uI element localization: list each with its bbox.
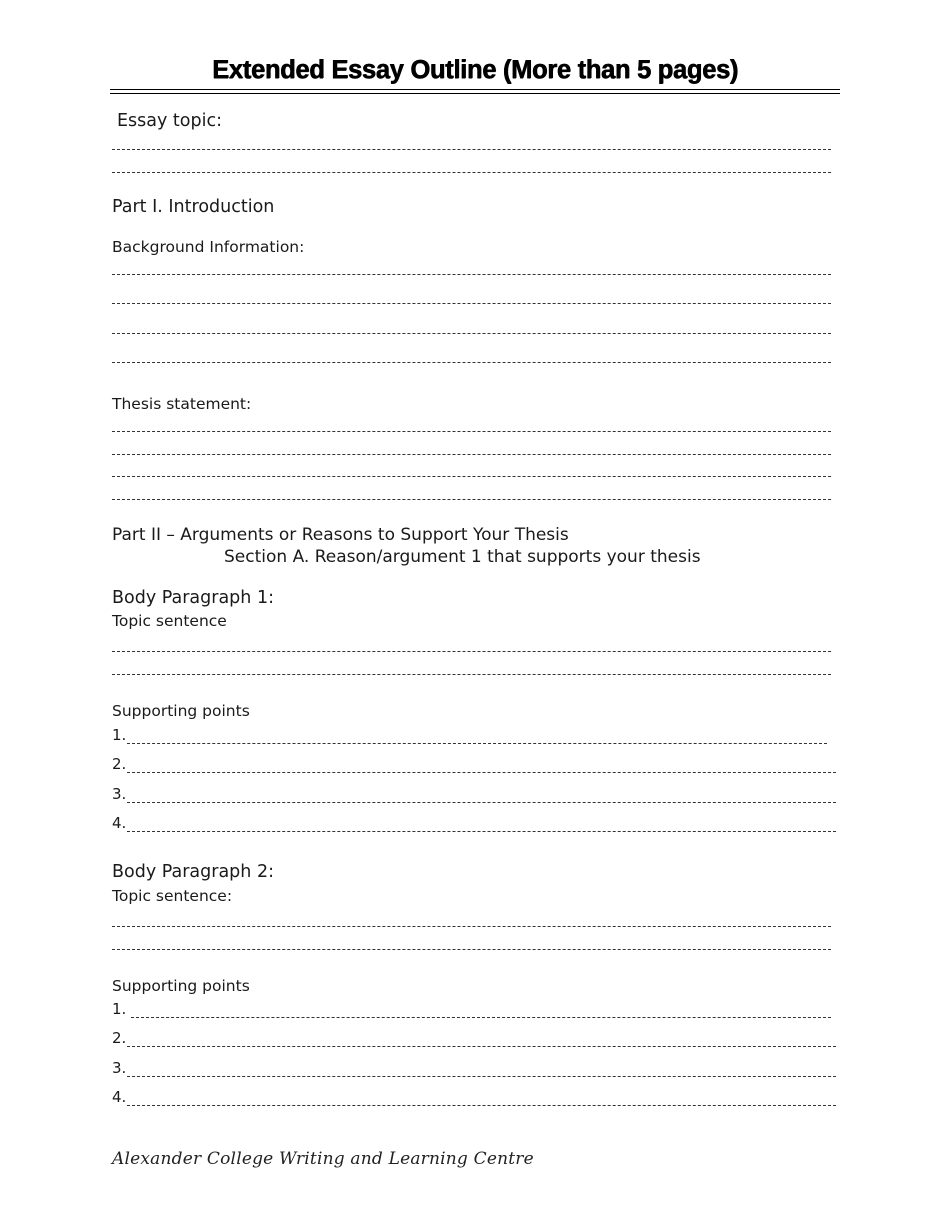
thesis-line-2[interactable] [112, 454, 831, 455]
thesis-label: Thesis statement: [112, 395, 252, 413]
part2-heading: Part II – Arguments or Reasons to Support Your Thesis [112, 525, 569, 545]
body1-point-number: 1. [112, 726, 127, 744]
body2-point-number: 4. [112, 1088, 127, 1106]
body2-point-2[interactable] [112, 1029, 126, 1047]
essay-topic-label: Essay topic: [117, 111, 222, 131]
thesis-line-1[interactable] [112, 431, 831, 432]
body2-topic-label: Topic sentence: [112, 887, 233, 905]
essay-topic-line-1[interactable] [112, 149, 831, 150]
body1-point-2[interactable] [112, 755, 126, 773]
body2-heading: Body Paragraph 2: [112, 862, 274, 882]
body1-point-line[interactable] [127, 743, 827, 744]
essay-topic-line-2[interactable] [112, 172, 831, 173]
footer-credit: Alexander College Writing and Learning Centre [112, 1149, 534, 1169]
body2-point-1[interactable] [112, 1000, 126, 1018]
body1-supporting-label: Supporting points [112, 702, 250, 720]
body2-point-line[interactable] [127, 1076, 836, 1077]
body1-point-line[interactable] [127, 772, 836, 773]
body1-point-number: 2. [112, 755, 127, 773]
body1-topic-label: Topic sentence [112, 612, 227, 630]
body2-point-number: 2. [112, 1029, 127, 1047]
body2-point-line[interactable] [127, 1105, 836, 1106]
body2-supporting-label: Supporting points [112, 977, 250, 995]
body1-point-number: 4. [112, 814, 127, 832]
body1-point-1[interactable] [112, 726, 126, 744]
section-a-heading: Section A. Reason/argument 1 that supports your thesis [224, 547, 701, 567]
body2-point-number: 3. [112, 1059, 127, 1077]
thesis-line-4[interactable] [112, 499, 831, 500]
body2-point-line[interactable] [127, 1046, 836, 1047]
body1-point-3[interactable] [112, 785, 126, 803]
body1-topic-line-1[interactable] [112, 651, 831, 652]
body2-topic-line-1[interactable] [112, 926, 831, 927]
background-line-1[interactable] [112, 274, 831, 275]
background-info-label: Background Information: [112, 238, 305, 256]
title-rule-bottom [110, 93, 840, 94]
page-title: Extended Essay Outline (More than 5 pages) [212, 56, 738, 84]
body1-point-line[interactable] [127, 831, 836, 832]
body1-topic-line-2[interactable] [112, 674, 831, 675]
thesis-line-3[interactable] [112, 476, 831, 477]
background-line-3[interactable] [112, 333, 831, 334]
title-rule-top [110, 89, 840, 90]
background-line-4[interactable] [112, 362, 831, 363]
body2-point-line[interactable] [131, 1017, 831, 1018]
background-line-2[interactable] [112, 303, 831, 304]
body1-point-number: 3. [112, 785, 127, 803]
body2-topic-line-2[interactable] [112, 949, 831, 950]
body1-heading: Body Paragraph 1: [112, 588, 274, 608]
body1-point-line[interactable] [127, 802, 836, 803]
body2-point-number: 1. [112, 1000, 127, 1018]
body2-point-4[interactable] [112, 1088, 126, 1106]
body1-point-4[interactable] [112, 814, 126, 832]
body2-point-3[interactable] [112, 1059, 126, 1077]
part1-heading: Part I. Introduction [112, 197, 275, 217]
